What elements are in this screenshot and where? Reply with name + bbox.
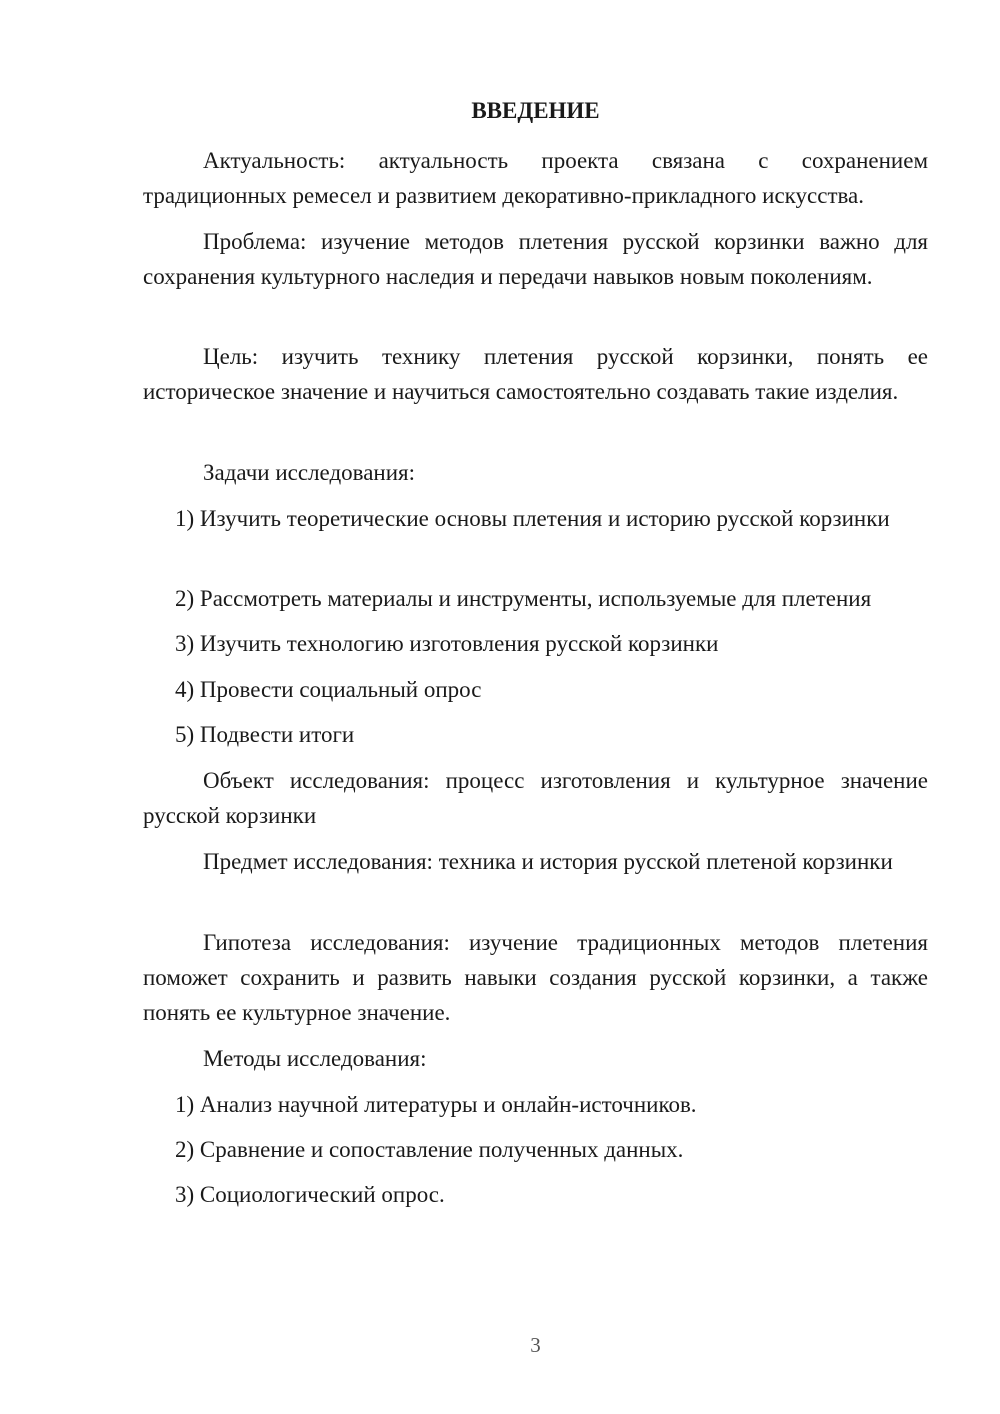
hypothesis-paragraph: Гипотеза исследования: изучение традиционных методов плетения поможет сохранить и развить навыки создания русской корзинки, а также понять ее культурное значение. [143, 930, 928, 1025]
tasks-heading: Задачи исследования: [203, 460, 416, 485]
task-item-2: 2) Рассмотреть материалы и инструменты, используемые для плетения [175, 586, 872, 611]
subject-paragraph: Предмет исследования: техника и история русской плетеной корзинки [203, 849, 893, 874]
relevance-paragraph: Актуальность: актуальность проекта связана с сохранением традиционных ремесел и развитием декоративно-прикладного искусства. [143, 148, 928, 208]
object-paragraph: Объект исследования: процесс изготовления и культурное значение русской корзинки [143, 768, 928, 828]
method-item-3: 3) Социологический опрос. [175, 1182, 445, 1207]
problem-paragraph: Проблема: изучение методов плетения русской корзинки важно для сохранения культурного наследия и передачи навыков новым поколениям. [143, 229, 928, 289]
page-number: 3 [530, 1333, 541, 1357]
method-item-2: 2) Сравнение и сопоставление полученных данных. [175, 1137, 684, 1162]
method-item-1: 1) Анализ научной литературы и онлайн-источников. [175, 1092, 697, 1117]
task-item-4: 4) Провести социальный опрос [175, 677, 482, 702]
task-item-1: 1) Изучить теоретические основы плетения и историю русской корзинки [175, 506, 890, 531]
task-item-3: 3) Изучить технологию изготовления русской корзинки [175, 631, 719, 656]
section-title: ВВЕДЕНИЕ [471, 98, 600, 123]
task-item-5: 5) Подвести итоги [175, 722, 355, 747]
document-page [143, 0, 928, 1414]
methods-heading: Методы исследования: [203, 1046, 427, 1071]
goal-paragraph: Цель: изучить технику плетения русской корзинки, понять ее историческое значение и научиться самостоятельно создавать такие изделия. [143, 344, 928, 404]
